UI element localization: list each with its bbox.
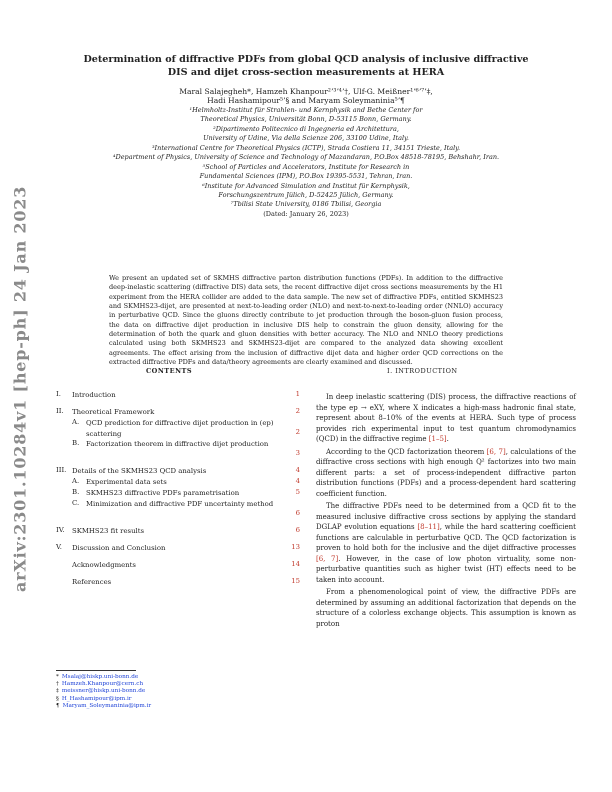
footnote xyxy=(56,688,304,695)
toc-title: QCD prediction for diffractive dijet production in (ep) scattering xyxy=(86,419,274,438)
footnote-mark: † xyxy=(56,681,59,688)
toc-page-link[interactable]: 2 xyxy=(295,428,300,436)
footnote-mark: § xyxy=(56,695,59,702)
footnote-mark: ¶ xyxy=(56,702,60,709)
toc-entry[interactable] xyxy=(56,439,304,460)
citation-link[interactable]: [8–11] xyxy=(417,523,440,531)
toc-page-link[interactable]: 15 xyxy=(291,577,300,585)
affiliation-line: ²Dipartimento Politecnico di Ingegneria ed Architettura, xyxy=(213,124,399,133)
footnote xyxy=(56,703,304,710)
date-line: (Dated: January 26, 2023) xyxy=(263,209,349,218)
toc-title: SKMHS23 fit results xyxy=(72,527,145,535)
paragraph-text: , calculations of the diffractive cross sections with high enough Q² factorizes into two main different parts: a set of process-independent diffractive parton distribution functions (PDFs) and a process-dependent hard scattering coefficient function. xyxy=(316,447,576,498)
toc-entry[interactable] xyxy=(56,488,304,499)
footnote-mark: ‡ xyxy=(56,688,59,695)
toc-title: Introduction xyxy=(72,391,116,399)
toc-number: V. xyxy=(56,543,62,551)
email-link[interactable]: Maryam_Soleymaninia@ipm.ir xyxy=(62,702,152,709)
email-link[interactable]: H_Hashamipour@ipm.ir xyxy=(61,695,132,702)
paragraph: In deep inelastic scattering (DIS) process, the diffractive reactions of the type ep → eXY, where X indicates a high-mass hadronic final state, represent about 8–10% of the events at HERA. Such type of process provides rich experimental input to test quantum chromodynamics (QCD) in the diffractive regime [1–5]. xyxy=(316,393,576,443)
toc-title: Factorization theorem in diffractive dijet production xyxy=(86,440,269,448)
affiliation-line: Forschungszentrum Jülich, D-52425 Jülich, Germany. xyxy=(218,190,394,199)
toc-entry[interactable] xyxy=(56,466,304,477)
introduction-heading: I. INTRODUCTION xyxy=(387,367,458,375)
paragraph-text: , while the hard scattering coefficient functions are calculable in perturbative QCD. The QCD factorization is proven to hold both for the inclusive and the dijet diffractive processes xyxy=(316,523,576,552)
paragraph-text: According to the QCD factorization theorem xyxy=(326,447,485,456)
toc-page-link[interactable]: 6 xyxy=(295,526,300,534)
toc-page-link[interactable]: 4 xyxy=(295,477,300,485)
toc-title: Discussion and Conclusion xyxy=(72,544,166,552)
toc-title: Theoretical Framework xyxy=(72,408,155,416)
toc-title: Experimental data sets xyxy=(86,478,167,486)
affiliation-line: ⁴Department of Physics, University of Science and Technology of Mazandaran, P.O.Box 48518-78195, Behshahr, Iran. xyxy=(112,153,500,162)
toc-entry[interactable] xyxy=(56,390,304,401)
arxiv-identifier-stamp: arXiv:2301.10284v1 [hep-ph] 24 Jan 2023 xyxy=(10,185,30,592)
affiliation-line: ⁵School of Particles and Accelerators, Institute for Research in xyxy=(202,162,410,171)
toc-title: Acknowledgments xyxy=(72,561,136,569)
footnote-mark: * xyxy=(56,674,59,680)
paragraph-text: . However, in the case of low photon virtuality, some non-perturbative quantities such as higher twist (HT) effects need to be taken into account. xyxy=(316,554,576,584)
email-link[interactable]: Msalaj@hiskp.uni-bonn.de xyxy=(61,674,139,680)
footnote xyxy=(56,696,304,703)
toc-entry[interactable] xyxy=(56,477,304,488)
toc-entry[interactable] xyxy=(56,526,304,537)
toc-page-link[interactable]: 5 xyxy=(295,488,300,496)
toc-entry[interactable] xyxy=(56,418,304,439)
toc-entry[interactable] xyxy=(56,560,304,571)
paragraph xyxy=(316,587,576,629)
toc-page-link[interactable]: 13 xyxy=(291,543,300,551)
affiliation-line: University of Udine, Via della Scienze 206, 33100 Udine, Italy. xyxy=(203,134,409,143)
introduction-body xyxy=(316,392,576,631)
toc-page-link[interactable]: 14 xyxy=(291,560,300,568)
toc-entry[interactable] xyxy=(56,407,304,418)
toc-number: C. xyxy=(72,499,80,507)
email-link[interactable]: meissner@hiskp.uni-bonn.de xyxy=(61,688,146,695)
toc-number: A. xyxy=(72,477,80,485)
toc-page-link[interactable]: 1 xyxy=(295,390,300,398)
affiliation-line: Theoretical Physics, Universität Bonn, D-53115 Bonn, Germany. xyxy=(200,115,412,124)
affiliation-line: ⁶Institute for Advanced Simulation and Institut für Kernphysik, xyxy=(202,181,410,190)
affiliation-line: ¹Helmholtz-Institut für Strahlen- und Kernphysik and Bethe Center for xyxy=(189,105,423,114)
toc-title: References xyxy=(72,578,112,586)
citation-link[interactable]: [1–5] xyxy=(428,435,447,443)
toc-number: I. xyxy=(56,390,61,398)
toc-number: III. xyxy=(56,466,67,474)
footnote-divider xyxy=(56,670,136,671)
toc-entry[interactable] xyxy=(56,543,304,554)
table-of-contents xyxy=(56,390,304,588)
toc-title: Details of the SKMHS23 QCD analysis xyxy=(72,467,207,475)
toc-number: A. xyxy=(72,418,80,426)
toc-number: II. xyxy=(56,407,64,415)
toc-page-link[interactable]: 3 xyxy=(295,449,300,457)
front-matter xyxy=(60,87,552,219)
toc-entry[interactable] xyxy=(56,499,304,520)
paragraph-text: From a phenomenological point of view, the diffractive PDFs are determined by assuming an additional factorization that depends on the structure of a colorless exchange objects. This assumption is known as proton xyxy=(316,588,576,628)
toc-entry[interactable] xyxy=(56,577,304,588)
affiliation-line: ⁷Tbilisi State University, 0186 Tbilisi, Georgia xyxy=(230,200,382,209)
abstract: We present an updated set of SKMHS diffractive parton distribution functions (PDFs). In addition to the diffractive deep-inelastic scattering (diffractive DIS) data sets, the recent diffractive dijet cross sections measurements by the H1 experiment from the HERA collider are added to the data sample. The new set of diffractive PDFs, entitled SKMHS23 and SKMHS23-dijet, are presented at next-to-leading order (NLO) and next-to-next-to-leading order (NNLO) accuracy in perturbative QCD. Since the gluons directly contribute to jet production through the boson-gluon fusion process, the data on diffractive dijet production in inclusive DIS help to constrain the gluon density, allowing for the determination of both the quark and gluon densities with better accuracy. The NLO and NNLO theory predictions calculated using both SKMHS23 and SKMHS23-dijet are compared to the analyzed data showing excellent agreements. The effect arising from the inclusion of diffractive dijet data and higher order QCD corrections on the extracted diffractive PDFs and data/theory agreements are clearly examined and discussed. xyxy=(109,274,503,367)
affiliation-line: ³International Centre for Theoretical Physics (ICTP), Strada Costiera 11, 34151 Trieste, Italy. xyxy=(151,143,461,152)
toc-page-link[interactable]: 2 xyxy=(295,407,300,415)
toc-number: B. xyxy=(72,488,80,496)
contents-heading: CONTENTS xyxy=(146,367,193,375)
email-link[interactable]: Hamzeh.Khanpour@cern.ch xyxy=(61,681,144,688)
title-line: Determination of diffractive PDFs from global QCD analysis of inclusive diffractive xyxy=(83,54,529,65)
author-line: Maral Salajegheh*, Hamzeh Khanpour²ʼ³ʼ⁴ʼ†, Ulf-G. Meißner¹ʼ⁶ʼ⁷ʼ‡, xyxy=(179,87,433,96)
paragraph xyxy=(316,501,576,585)
citation-link[interactable]: [6, 7] xyxy=(316,554,339,563)
citation-link[interactable]: [6, 7] xyxy=(486,447,506,456)
paper-title xyxy=(40,53,572,79)
toc-number: B. xyxy=(72,439,80,447)
toc-number: IV. xyxy=(56,526,65,534)
toc-page-link[interactable]: 4 xyxy=(295,466,300,474)
affiliation-line: Fundamental Sciences (IPM), P.O.Box 19395-5531, Tehran, Iran. xyxy=(199,172,413,181)
paragraph xyxy=(316,447,576,500)
footnotes xyxy=(56,670,304,710)
author-line: Hadi Hashamipour⁵ʼ§ and Maryam Soleymaninia⁵ʼ¶ xyxy=(207,96,405,106)
toc-title: Minimization and diffractive PDF uncertainty method xyxy=(86,500,274,508)
paragraph-text: In deep inelastic scattering (DIS) process, the diffractive reactions of the type ep → eXY, where X indicates a high-mass hadronic final state, represent about 8–10% of the events at HERA. Such type of process provides rich experimental input to test quantum chromodynamics (QCD) in the diffractive regime xyxy=(316,393,576,443)
title-line: DIS and dijet cross-section measurements at HERA xyxy=(167,67,445,78)
paragraph-text: The diffractive PDFs need to be determined from a QCD fit to the measured inclusive diffractive cross sections by applying the standard DGLAP evolution equations xyxy=(316,502,576,531)
toc-page-link[interactable]: 6 xyxy=(295,509,300,517)
toc-title: SKMHS23 diffractive PDFs parametrisation xyxy=(86,489,240,497)
